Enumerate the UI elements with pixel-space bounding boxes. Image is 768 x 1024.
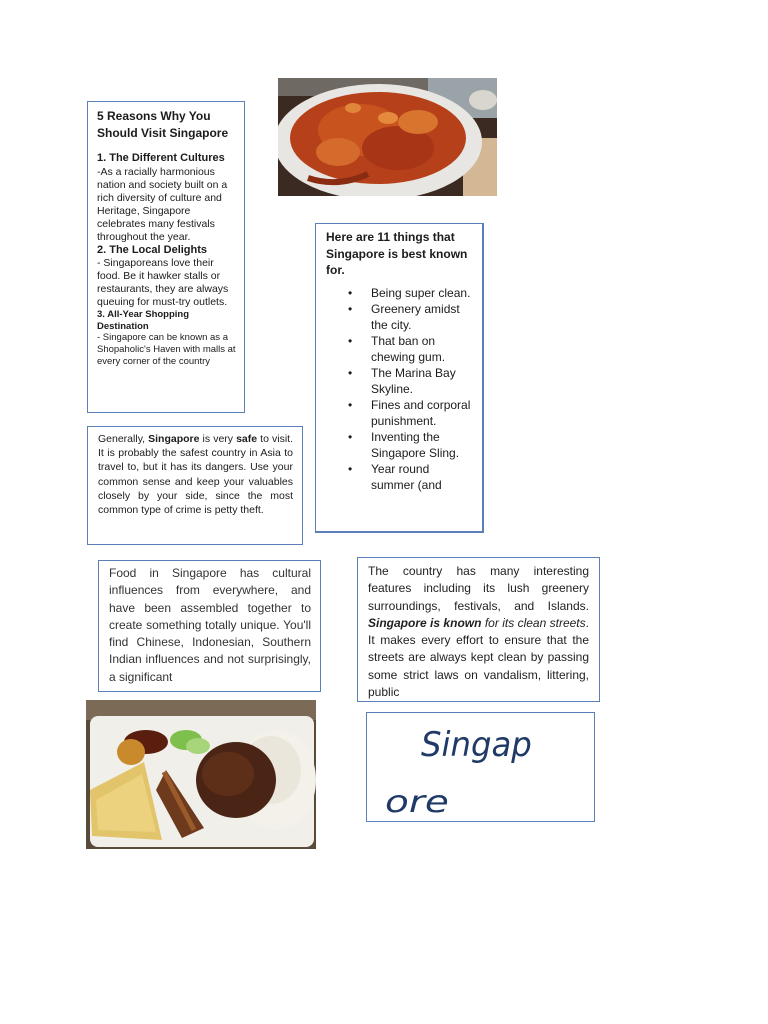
bullet-icon: • [348, 365, 353, 380]
reason-2-heading: 2. The Local Delights [97, 243, 208, 256]
list-item [348, 365, 472, 397]
safety-text-3: is very [199, 433, 237, 445]
wordart-line-2: ore [385, 785, 449, 820]
reason-3-heading: 3. All-Year Shopping Destination [97, 309, 190, 332]
bullet-icon: • [348, 285, 353, 300]
reason-2-text: - Singaporeans love their food. Be it hawker stalls or restaurants, they are always queuing for must-try outlets. [97, 257, 229, 308]
list-item [348, 285, 472, 301]
country-text-3: for its clean streets [481, 615, 586, 630]
reason-1-heading: 1. The Different Cultures [97, 152, 225, 164]
list-item-text: Fines and corporal punishment. [371, 397, 471, 428]
list-item [348, 461, 472, 493]
country-text [368, 563, 589, 701]
country-text-1: The country has many interesting features including its lush greenery surroundings, festivals, and Islands. [368, 564, 589, 613]
list-item-text: Greenery amidst the city. [371, 301, 460, 332]
bullet-icon: • [348, 301, 353, 316]
list-item [348, 397, 472, 429]
list-item-text: That ban on chewing gum. [371, 333, 446, 364]
reasons-title: 5 Reasons Why You Should Visit Singapore [97, 109, 229, 140]
things-known-for-box [315, 223, 484, 533]
safety-text-2: Singapore [148, 433, 200, 445]
list-item-text: The Marina Bay Skyline. [371, 365, 456, 396]
chili-crab-photo [278, 78, 497, 196]
list-item-text: Year round summer (and [371, 461, 442, 492]
singapore-wordart-box [366, 712, 595, 822]
wordart-line-1: Singap [421, 725, 532, 765]
food-box [98, 560, 321, 692]
list-item [348, 429, 472, 461]
bullet-icon: • [348, 429, 353, 444]
country-text-4: . It makes every effort to ensure that the streets are always kept clean by passing some strict laws on vandalism, littering, public [368, 615, 589, 700]
reason-3-text: - Singapore can be known as a Shopaholic's Haven with malls at every corner of the country [97, 332, 236, 367]
things-title: Here are 11 things that Singapore is best known for. [326, 230, 468, 277]
list-item-text: Inventing the Singapore Sling. [371, 429, 460, 460]
bullet-icon: • [348, 333, 353, 348]
safety-text [98, 432, 293, 517]
food-text: Food in Singapore has cultural influences from everywhere, and have been assembled together to create something totally unique. You'll find Chinese, Indonesian, Southern Indian influences and not surprisingly, a significant [109, 566, 311, 684]
country-box [357, 557, 600, 702]
list-item-text: Being super clean. [371, 285, 471, 300]
nasi-lemak-photo [86, 700, 316, 849]
bullet-icon: • [348, 397, 353, 412]
safety-box [87, 426, 303, 545]
safety-text-1: Generally, [98, 433, 149, 445]
bullet-icon: • [348, 461, 353, 476]
safety-text-4: safe [236, 433, 258, 445]
list-item [348, 301, 472, 333]
list-item [348, 333, 472, 365]
reasons-box [87, 101, 245, 413]
safety-text-5: to visit. It is probably the safest country in Asia to travel to, but it has its dangers. Use your common sense and keep your valuables closely by your side, since the most common type of crime is petty theft. [98, 433, 293, 517]
country-text-2: Singapore is known [368, 615, 482, 630]
things-list [326, 285, 472, 493]
reason-1-text: -As a racially harmonious nation and society built on a rich diversity of culture and Heritage, Singapore celebrates many festivals throughout the year. [97, 165, 228, 243]
